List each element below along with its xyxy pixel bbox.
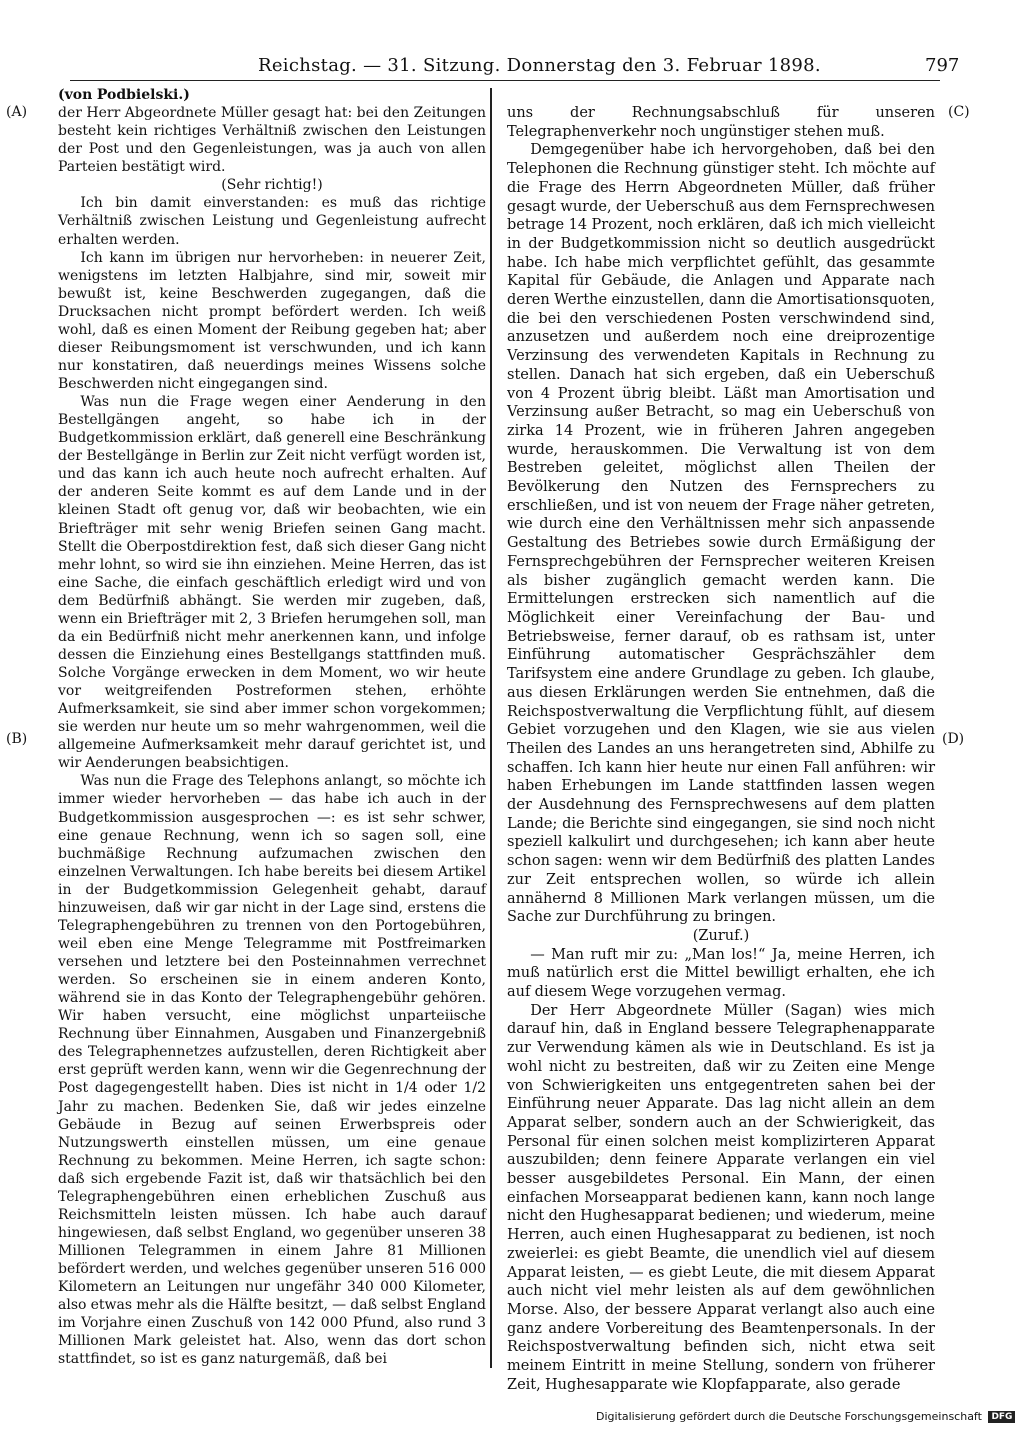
footer-credit (596, 1410, 1015, 1423)
page-header (0, 55, 1000, 79)
paragraph: Was nun die Frage wegen einer Aenderung in den Bestellgängen angeht, so habe ich in der Budgetkommission erklärt, daß generell eine Beschränkung der Bestellgänge in Berlin zur Zeit nicht verfügt worden ist, und das kann ich auch heute noch aufrecht erhalten. Auf der anderen Seite kommt es auf dem Lande und in der kleinen Stadt oft genug vor, daß wir beobachten, wie ein Briefträger mit sehr wenig Briefen seinen Gang macht. Stellt die Oberpostdirektion fest, daß sich dieser Gang nicht mehr lohnt, so wird sie ihn einziehen. Meine Herren, das ist eine Sache, die einfach geschäftlich erledigt wird und von dem Bedürfniß abhängt. Sie werden mir zugeben, daß, wenn ein Briefträger mit 2, 3 Briefen herumgehen soll, man da ein Bedürfniß nicht mehr anerkennen kann, und infolge dessen die Einziehung eines Bestellgangs stattfinden muß. Solche Vorgänge erwecken in dem Moment, wo wir heute vor weitgreifenden Postreformen stehen, erhöhte Aufmerksamkeit, sie sind aber immer schon vorgekommen; sie werden nur heute um so mehr wahrgenommen, weil die allgemeine Aufmerksamkeit mehr darauf gerichtet ist, und wir Aenderungen beabsichtigen. (58, 394, 486, 772)
margin-mark-b: (B) (6, 731, 28, 747)
paragraph: Ich bin damit einverstanden: es muß das richtige Verhältniß zwischen Leistung und Gegenleistung aufrecht erhalten werden. (58, 195, 486, 248)
paragraph: Was nun die Frage des Telephons anlangt, so möchte ich immer wieder hervorheben — das habe ich auch in der Budgetkommission ausgesprochen —: es ist sehr schwer, eine genaue Rechnung, wenn ich so sagen soll, eine buchmäßige Rechnung aufzumachen zwischen den einzelnen Verwaltungen. Ich habe bereits bei diesem Artikel in der Budgetkommission Gelegenheit gehabt, darauf hinzuweisen, daß wir gar nicht in der Lage sind, erstens die Telegraphengebühren zu trennen von den Portogebühren, weil eben eine Menge Telegramme mit Postfreimarken versehen und letztere bei den Posteinnahmen verrechnet werden. So erscheinen sie in einem anderen Konto, während sie in das Konto der Telegraphengebühr gehören. Wir haben versucht, eine möglichst unparteiische Rechnung über Einnahmen, Ausgaben und Finanzergebniß des Telegraphennetzes aufzustellen, deren Richtigkeit aber erst geprüft werden kann, wenn wir die Gegenrechnung der Post dagegengestellt haben. Dies ist nicht in 1/4 oder 1/2 Jahr zu machen. Bedenken Sie, daß wir jedes einzelne Gebäude in Bezug auf seinen Erwerbspreis oder Nutzungswerth einstellen müssen, um eine genaue Rechnung zu bekommen. Meine Herren, ich sagte schon: daß sich ergebende Fazit ist, daß wir thatsächlich bei den Telegraphengebühren einen erheblichen Zuschuß aus Reichsmitteln leisten müssen. Ich habe auch darauf hingewiesen, daß selbst England, wo gegenüber unseren 38 Millionen Telegrammen in einem Jahre 81 Millionen befördert werden, und welches gegenüber unseren 516 000 Kilometern an Leitungen nur ungefähr 340 000 Kilometer, also etwas mehr als die Hälfte besitzt, — daß selbst England im Vorjahre einen Zuschuß von 142 000 Pfund, also rund 3 Millionen Mark geleistet hat. Also, wenn das dort schon stattfindet, so ist es ganz naturgemäß, daß bei (58, 773, 486, 1368)
header-rule (70, 80, 940, 81)
paragraph: Der Herr Abgeordnete Müller (Sagan) wies mich darauf hin, daß in England bessere Telegraphenapparate zur Verwendung kämen als wie in Deutschland. Es ist ja wohl nicht zu bestreiten, daß wir zu Zeiten eine Menge von Schwierigkeiten uns entgegentreten sahen bei der Einführung neuer Apparate. Das lag nicht allein an dem Apparat selber, sondern auch an der Schwierigkeit, das Personal für einen solchen meist komplizirteren Apparat auszubilden; denn feinere Apparate verlangen ein viel besser ausgebildetes Personal. Ein Mann, der einen einfachen Morseapparat bedienen kann, kann noch lange nicht den Hughesapparat bedienen; und wiederum, meine Herren, auch einen Hughesapparat zu bedienen, ist noch zweierlei: es giebt Beamte, die unendlich viel auf diesem Apparat leisten, — es giebt Leute, die mit diesem Apparat auch nicht viel mehr leisten als auf dem gewöhnlichen Morse. Also, der bessere Apparat verlangt also auch eine ganz andere Vorbereitung des Beamtenpersonals. In der Reichspostverwaltung befinden sich, nicht etwa seit meinem Eintritt in meine Stellung, sondern von früherer Zeit, Hughesapparate wie Klopfapparate, also gerade (507, 1002, 935, 1393)
funding-credit: Digitalisierung gefördert durch die Deutsche Forschungsgemeinschaft (596, 1410, 982, 1423)
interjection: (Sehr richtig!) (221, 177, 323, 194)
margin-mark-d: (D) (942, 731, 965, 747)
dfg-logo: DFG (988, 1411, 1015, 1423)
paragraph: Ich kann im übrigen nur hervorheben: in neuerer Zeit, wenigstens im letzten Halbjahre, sind mir, soweit mir bewußt ist, keine Beschwerden zugegangen, daß die Drucksachen nicht prompt befördert werden. Ich weiß wohl, daß es einen Moment der Reibung gegeben hat; aber dieser Reibungsmoment ist verschwunden, und ich kann nur konstatiren, daß neuerdings meines Wissens solche Beschwerden nicht eingegangen sind. (58, 249, 486, 392)
paragraph: uns der Rechnungsabschluß für unseren Telegraphenverkehr noch ungünstiger stehen muß. (507, 105, 935, 140)
margin-mark-a: (A) (6, 104, 28, 120)
right-column (507, 104, 935, 1395)
left-column (58, 86, 486, 1368)
column-divider (490, 88, 492, 1368)
paragraph: Demgegenüber habe ich hervorgehoben, daß bei den Telephonen die Rechnung günstiger steht. Ich möchte auf die Frage des Herrn Abgeordneten Müller, daß früher gesagt wurde, der Ueberschuß aus dem Fernsprechwesen betrage 14 Prozent, noch erklären, daß ich mich vielleicht in der Budgetkommission nicht so deutlich ausgedrückt habe. Ich habe mich verpflichtet gefühlt, das gesammte Kapital für Gebäude, die Anlagen und Apparate nach deren Werthe einzustellen, dann die Amortisationsquoten, die bei den verschiedenen Posten verschwindend sind, anzusetzen und außerdem noch eine dreiprozentige Verzinsung des verwendeten Kapitals in Rechnung zu stellen. Danach hat sich ergeben, daß ein Ueberschuß von 4 Prozent übrig bleibt. Läßt man Amortisation und Verzinsung außer Betracht, so mag ein Ueberschuß von zirka 14 Prozent, wie in früheren Jahren angegeben wurde, herauskommen. Die Verwaltung ist von dem Bestreben geleitet, möglichst allen Theilen der Bevölkerung den Nutzen des Fernsprechers zu erschließen, und ist von neuem der Frage näher getreten, wie durch eine den Verhältnissen mehr sich anpassende Gestaltung des Betriebes sowie durch Ermäßigung der Fernsprechgebühren der Fernsprecher weiteren Kreisen als bisher zugänglich gemacht werden kann. Die Ermittelungen erstrecken sich namentlich auf die Möglichkeit einer Vereinfachung der Bau- und Betriebsweise, ferner darauf, ob es rathsam ist, unter Einführung automatischer Gesprächszähler dem Tarifsystem eine andere Grundlage zu geben. Ich glaube, aus diesen Erklärungen werden Sie entnehmen, daß die Reichspostverwaltung die Verpflichtung fühlt, auf diesem Gebiet vorzugehen und den Klagen, wie sie aus vielen Theilen des Landes an uns herangetreten sind, Abhilfe zu schaffen. Ich kann hier heute nur einen Fall anführen: wir haben Erhebungen im Lande stattfinden lassen wegen der Ausdehnung des Fernsprechwesens auf dem platten Lande; die Berichte sind eingegangen, sie sind noch nicht speziell kalkulirt und durchgesehen; ich kann aber heute schon sagen: wenn wir dem Bedürfniß des platten Landes zur Zeit entsprechen wollen, so würde ich allein annähernd 8 Millionen Mark verlangen müssen, um die Sache zur Durchführung zu bringen. (507, 142, 935, 926)
running-title: Reichstag. — 31. Sitzung. Donnerstag den 3. Februar 1898. (258, 55, 821, 76)
page-number: 797 (925, 55, 960, 76)
margin-mark-c: (C) (948, 104, 970, 120)
interjection: (Zuruf.) (692, 927, 750, 944)
speaker-label: (von Podbielski.) (58, 87, 190, 103)
paragraph: — Man ruft mir zu: „Man los!“ Ja, meine Herren, ich muß natürlich erst die Mittel bewilligt erhalten, ehe ich auf diesem Wege vorzugehen vermag. (507, 946, 935, 1001)
paragraph: der Herr Abgeordnete Müller gesagt hat: bei den Zeitungen besteht kein richtiges Verhältniß zwischen den Leistungen der Post und den Gegenleistungen, was ja auch von allen Parteien bestätigt wird. (58, 105, 486, 176)
